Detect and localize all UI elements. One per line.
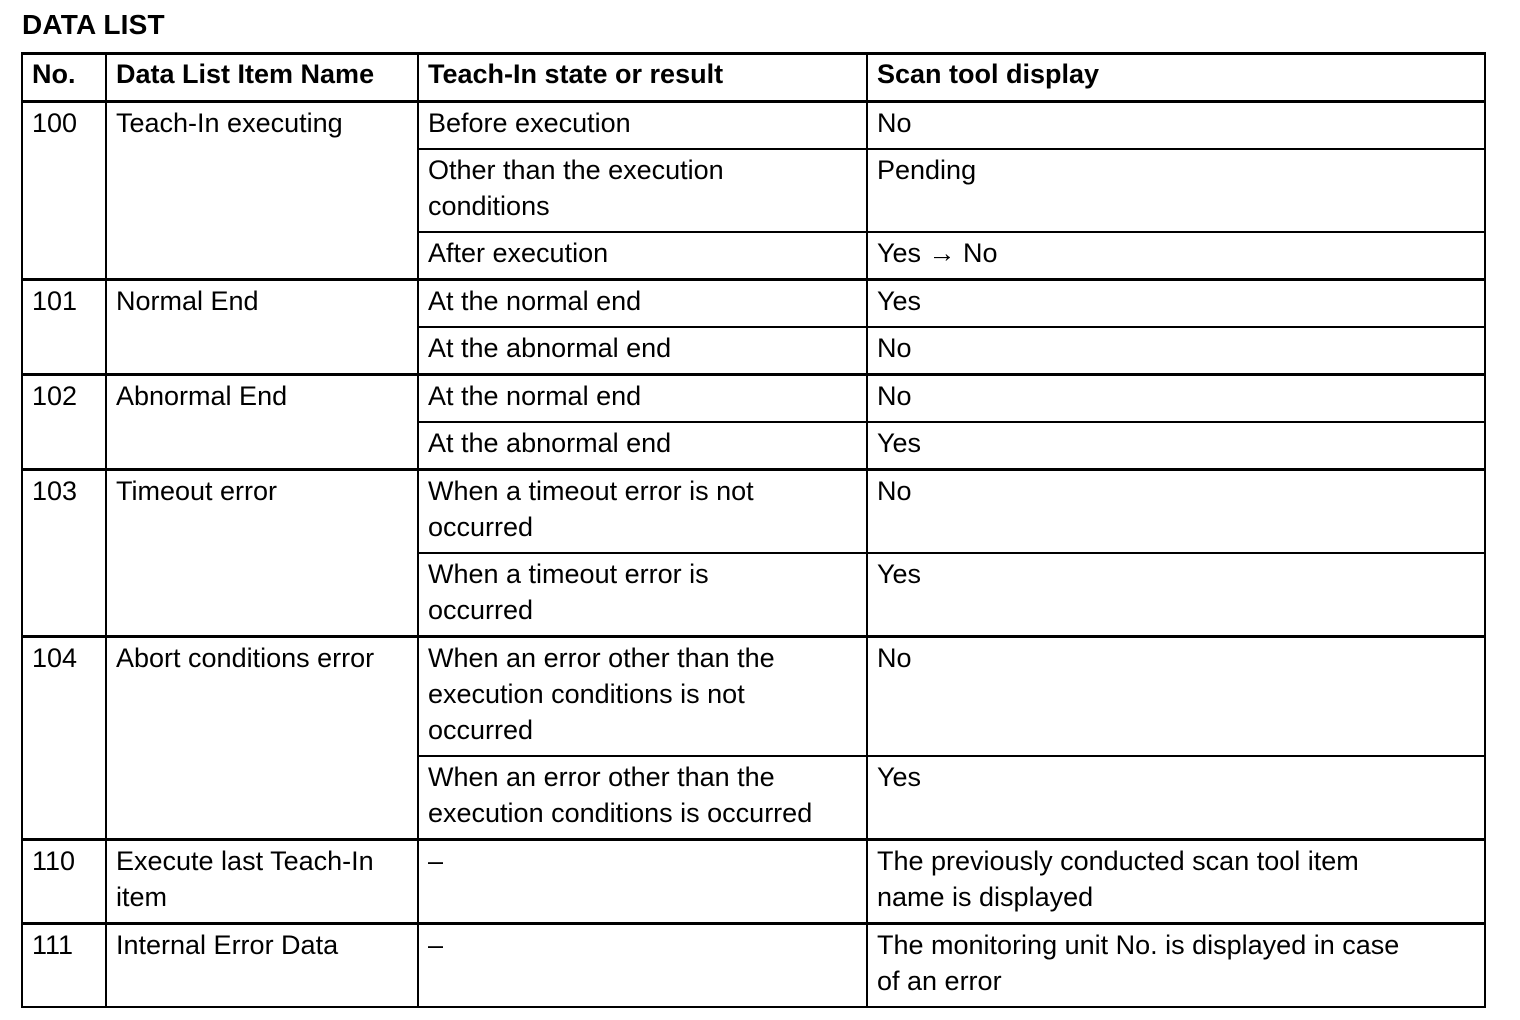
teach-in-state: When an error other than the execution conditions is occurred bbox=[418, 756, 867, 840]
item-number: 110 bbox=[22, 840, 106, 924]
table-row bbox=[22, 470, 1485, 554]
data-list-table bbox=[21, 52, 1486, 1008]
teach-in-state: At the normal end bbox=[418, 280, 867, 328]
item-name: Timeout error bbox=[106, 470, 418, 637]
scan-tool-display: No bbox=[867, 327, 1485, 375]
scan-tool-display: The previously conducted scan tool item name is displayed bbox=[867, 840, 1485, 924]
teach-in-state: When a timeout error is occurred bbox=[418, 553, 867, 637]
teach-in-state: Before execution bbox=[418, 102, 867, 150]
teach-in-state: – bbox=[418, 840, 867, 924]
header-item-name: Data List Item Name bbox=[106, 54, 418, 102]
table-row bbox=[22, 102, 1485, 150]
item-number: 111 bbox=[22, 924, 106, 1008]
scan-tool-display: Yes bbox=[867, 553, 1485, 637]
teach-in-state: – bbox=[418, 924, 867, 1008]
table-row bbox=[22, 280, 1485, 328]
item-name: Normal End bbox=[106, 280, 418, 375]
scan-tool-display: Yes bbox=[867, 756, 1485, 840]
scan-tool-display: Yes bbox=[867, 422, 1485, 470]
teach-in-state: At the normal end bbox=[418, 375, 867, 423]
scan-tool-display: No bbox=[867, 470, 1485, 554]
teach-in-state: At the abnormal end bbox=[418, 327, 867, 375]
table-header-row bbox=[22, 54, 1485, 102]
table-row bbox=[22, 637, 1485, 757]
table-row bbox=[22, 840, 1485, 924]
header-no: No. bbox=[22, 54, 106, 102]
item-number: 102 bbox=[22, 375, 106, 470]
item-number: 104 bbox=[22, 637, 106, 840]
scan-tool-display: Pending bbox=[867, 149, 1485, 232]
scan-tool-display: No bbox=[867, 375, 1485, 423]
item-name: Teach-In executing bbox=[106, 102, 418, 280]
table-row bbox=[22, 375, 1485, 423]
item-name: Abort conditions error bbox=[106, 637, 418, 840]
teach-in-state: Other than the execution conditions bbox=[418, 149, 867, 232]
item-number: 100 bbox=[22, 102, 106, 280]
scan-tool-display: Yes → No bbox=[867, 232, 1485, 280]
teach-in-state: When a timeout error is not occurred bbox=[418, 470, 867, 554]
scan-tool-display: The monitoring unit No. is displayed in case of an error bbox=[867, 924, 1485, 1008]
header-scan-tool-display: Scan tool display bbox=[867, 54, 1485, 102]
scan-tool-display: No bbox=[867, 637, 1485, 757]
item-name: Internal Error Data bbox=[106, 924, 418, 1008]
item-name: Execute last Teach-In item bbox=[106, 840, 418, 924]
item-number: 103 bbox=[22, 470, 106, 637]
teach-in-state: When an error other than the execution conditions is not occurred bbox=[418, 637, 867, 757]
teach-in-state: At the abnormal end bbox=[418, 422, 867, 470]
scan-tool-display: Yes bbox=[867, 280, 1485, 328]
teach-in-state: After execution bbox=[418, 232, 867, 280]
header-teach-in-state: Teach-In state or result bbox=[418, 54, 867, 102]
table-row bbox=[22, 924, 1485, 1008]
scan-tool-display: No bbox=[867, 102, 1485, 150]
page-title: DATA LIST bbox=[22, 9, 165, 40]
item-name: Abnormal End bbox=[106, 375, 418, 470]
item-number: 101 bbox=[22, 280, 106, 375]
